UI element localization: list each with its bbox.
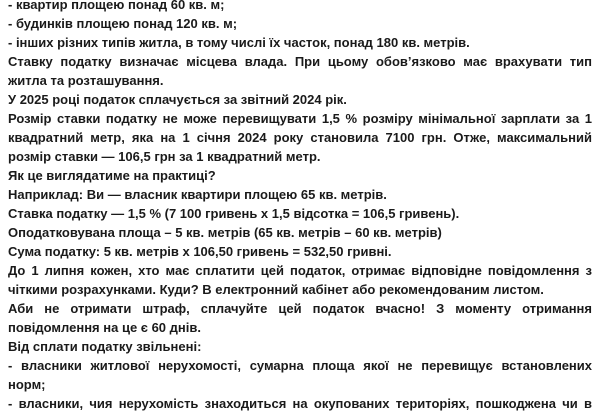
paragraph-line: Розмір ставки податку не може перевищувати 1,5 % розміру мінімальної зарплати за 1 bbox=[8, 111, 592, 126]
list-item-houses: - будинків площею понад 120 кв. м; bbox=[8, 16, 238, 31]
paragraph-line: житла та розташування. bbox=[8, 73, 164, 88]
question-heading: Як це виглядатиме на практиці? bbox=[8, 168, 216, 183]
list-item-exemption: - власники, чия нерухомість знаходиться на окупованих територіях, пошкоджена чи в bbox=[8, 396, 592, 411]
paragraph-line: Аби не отримати штраф, сплачуйте цей податок вчасно! З моменту отримання bbox=[8, 301, 592, 316]
example-line: Ставка податку — 1,5 % (7 100 гривень х 1,5 відсотка = 106,5 гривень). bbox=[8, 206, 460, 221]
example-line: Наприклад: Ви — власник квартири площею 65 кв. метрів. bbox=[8, 187, 387, 202]
example-line: Оподатковувана площа – 5 кв. метрів (65 кв. метрів – 60 кв. метрів) bbox=[8, 225, 442, 240]
list-item-exemption: - власники житлової нерухомості, сумарна площа якої не перевищує встановлених bbox=[8, 358, 592, 373]
example-line: Сума податку: 5 кв. метрів х 106,50 гривень = 532,50 гривні. bbox=[8, 244, 392, 259]
paragraph-line: квадратний метр, яка на 1 січня 2024 року становила 7100 грн. Отже, максимальний bbox=[8, 130, 592, 145]
list-item-exemption: норм; bbox=[8, 377, 46, 392]
document-body bbox=[8, 0, 592, 413]
paragraph-line: Ставку податку визначає місцева влада. При цьому обов’язково має врахувати тип bbox=[8, 54, 592, 69]
paragraph-line: До 1 липня кожен, хто має сплатити цей податок, отримає відповідне повідомлення з bbox=[8, 263, 592, 278]
list-item-apartments: - квартир площею понад 60 кв. м; bbox=[8, 0, 225, 12]
list-item-other-housing: - інших різних типів житла, в тому числі їх часток, понад 180 кв. метрів. bbox=[8, 35, 470, 50]
exemptions-heading: Від сплати податку звільнені: bbox=[8, 339, 202, 354]
paragraph-line: чіткими розрахунками. Куди? В електронний кабінет або рекомендованим листом. bbox=[8, 282, 544, 297]
paragraph-line: розмір ставки — 106,5 грн за 1 квадратний метр. bbox=[8, 149, 321, 164]
paragraph-line: У 2025 році податок сплачується за звітний 2024 рік. bbox=[8, 92, 347, 107]
paragraph-line: повідомлення на це є 60 днів. bbox=[8, 320, 201, 335]
